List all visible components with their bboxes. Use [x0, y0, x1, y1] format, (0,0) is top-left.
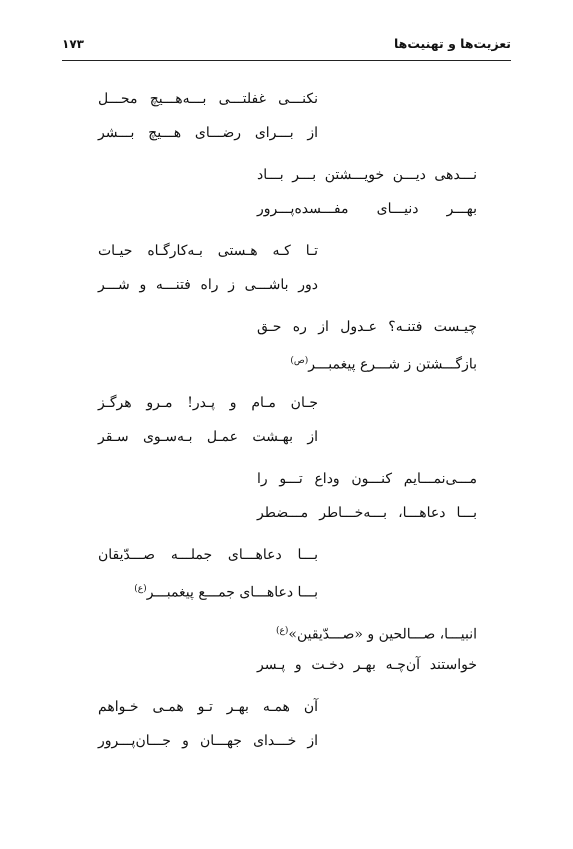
verse-line: خواستند آن‌چـه بهـر دخـت و پـسر: [257, 657, 477, 673]
verse-line: آن همـه بهـر تـو همـی خـواهم: [98, 699, 318, 715]
honorific-mark: (ص): [290, 356, 309, 366]
stanza: [98, 84, 318, 152]
verse-line: بـــا دعاهـــای جملـــه صـــدّیقان: [98, 547, 318, 563]
stanza: [257, 616, 477, 684]
verse-line: بهـــر دنیـــای مفـــسده‌پـــرور: [257, 201, 477, 217]
verse-text: انبیـــا، صـــالحین و «صـــدّیقین»: [288, 626, 477, 643]
verse-line: تـا کـه هـستی بـه‌کارگـاه حیـات: [98, 243, 318, 259]
running-header: [62, 34, 511, 61]
verse-line: مـــی‌نمـــایم کنـــون وداع تـــو را: [257, 471, 477, 487]
verse-line: نـــدهی دیـــن خویـــشتن بـــر بـــاد: [257, 167, 477, 183]
honorific-mark: (ع): [134, 584, 147, 594]
stanza: [98, 388, 318, 456]
verse-text: بازگـــشتن ز شـــرع پیغمبـــر: [308, 356, 477, 373]
verse-line: [257, 616, 477, 650]
verse-line: از بـــرای رضـــای هـــیچ بـــشر: [98, 125, 318, 141]
chapter-title: تعزیت‌ها و تهنیت‌ها: [393, 36, 511, 51]
verse-line: بـــا دعاهـــا، بـــه‌خـــاطر مـــضطر: [257, 505, 477, 521]
stanza: [98, 236, 318, 304]
verse-line: از بهـشت عمـل بـه‌سـوی سـقر: [98, 429, 318, 445]
stanza: [257, 464, 477, 532]
verse-line: چیـست فتنـه؟ عـدول از ره حـق: [257, 319, 477, 335]
verse-line: نکنـــی غفلتـــی بـــه‌هـــیچ محـــل: [98, 91, 318, 107]
verse-line: [257, 346, 477, 380]
verse-text: بـــا دعاهـــای جمـــع پیغمبـــر: [146, 584, 318, 601]
verse-line: دور باشـــی ز راه فتنـــه و شـــر: [98, 277, 318, 293]
stanza: [257, 160, 477, 228]
verse-line: از خـــدای جهـــان و جـــان‌پـــرور: [98, 733, 318, 749]
page-number: ۱۷۳: [62, 37, 84, 51]
stanza: [257, 312, 477, 380]
honorific-mark: (ع): [275, 626, 289, 636]
verse-line: [98, 574, 318, 608]
stanza: [98, 692, 318, 760]
verse-line: جـان مـام و پـدر! مـرو هرگـز: [98, 395, 318, 411]
stanza: [98, 540, 318, 608]
